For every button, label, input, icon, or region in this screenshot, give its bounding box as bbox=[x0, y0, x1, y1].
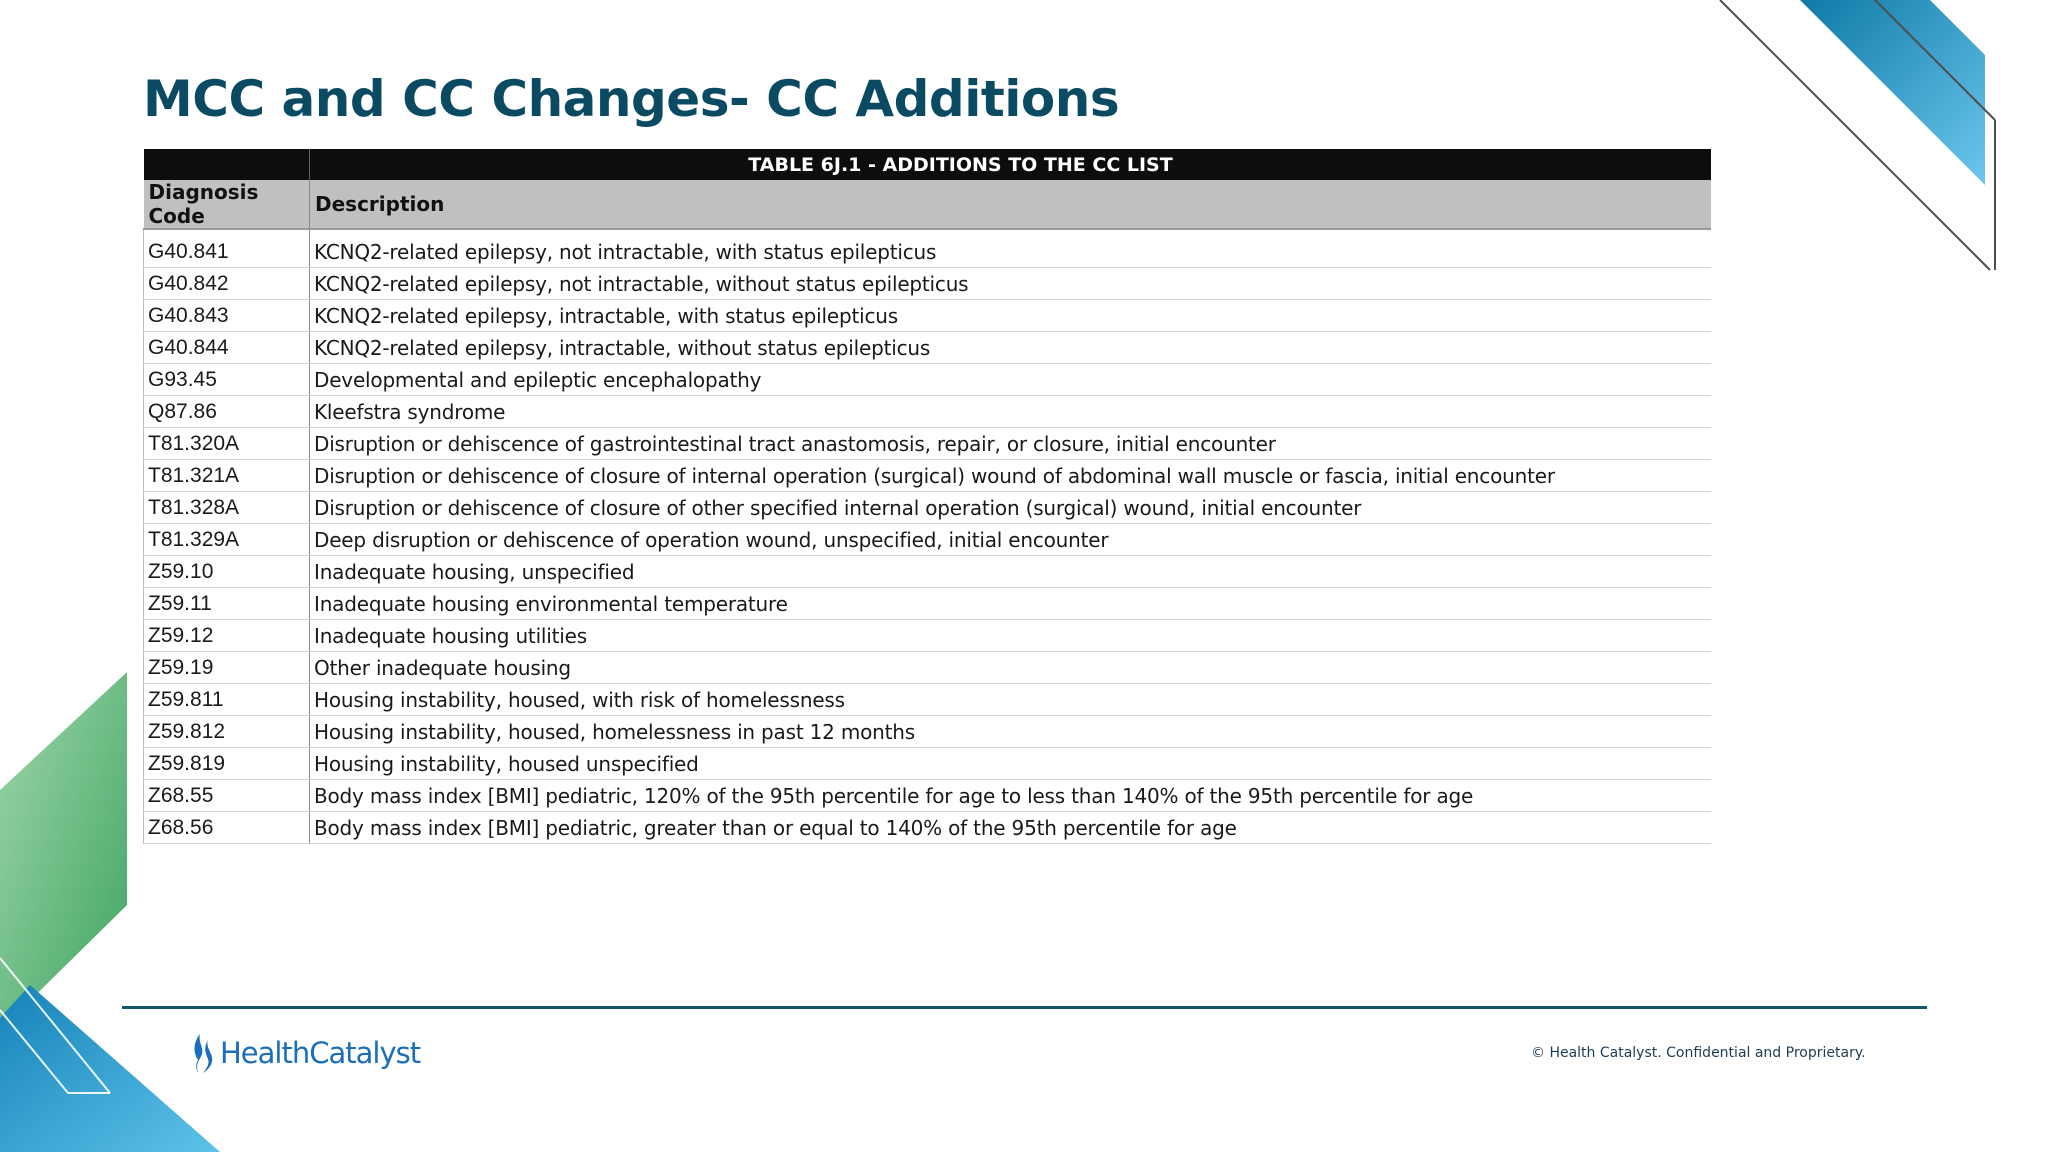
description-cell: Inadequate housing utilities bbox=[310, 620, 1712, 652]
description-cell: Deep disruption or dehiscence of operation wound, unspecified, initial encounter bbox=[310, 524, 1712, 556]
diagnosis-code-cell: G40.841 bbox=[144, 236, 310, 268]
diagnosis-code-cell: Z68.55 bbox=[144, 780, 310, 812]
diagnosis-code-cell: G40.842 bbox=[144, 268, 310, 300]
table-row bbox=[144, 748, 1712, 780]
description-cell: Disruption or dehiscence of gastrointestinal tract anastomosis, repair, or closure, initial encounter bbox=[310, 428, 1712, 460]
table-row bbox=[144, 812, 1712, 844]
table-row bbox=[144, 652, 1712, 684]
table-row bbox=[144, 620, 1712, 652]
logo-text: HealthCatalyst bbox=[220, 1036, 421, 1070]
cc-additions-table bbox=[143, 149, 1711, 844]
diagnosis-code-cell: G93.45 bbox=[144, 364, 310, 396]
banner-empty-cell bbox=[144, 149, 310, 180]
description-cell: Kleefstra syndrome bbox=[310, 396, 1712, 428]
table-row bbox=[144, 300, 1712, 332]
header-description: Description bbox=[310, 180, 1712, 229]
diagnosis-code-cell: T81.329A bbox=[144, 524, 310, 556]
spacer-cell bbox=[144, 229, 310, 236]
diagnosis-code-cell: Z59.811 bbox=[144, 684, 310, 716]
diagnosis-code-cell: Z59.812 bbox=[144, 716, 310, 748]
description-cell: Housing instability, housed unspecified bbox=[310, 748, 1712, 780]
header-diagnosis-code: Diagnosis Code bbox=[144, 180, 310, 229]
diagnosis-code-cell: Z59.819 bbox=[144, 748, 310, 780]
table-row bbox=[144, 460, 1712, 492]
table-row bbox=[144, 364, 1712, 396]
health-catalyst-logo bbox=[190, 1030, 420, 1076]
description-cell: KCNQ2-related epilepsy, intractable, with status epilepticus bbox=[310, 300, 1712, 332]
description-cell: KCNQ2-related epilepsy, not intractable, without status epilepticus bbox=[310, 268, 1712, 300]
diagnosis-code-cell: G40.844 bbox=[144, 332, 310, 364]
diagnosis-code-cell: Z59.11 bbox=[144, 588, 310, 620]
table-row bbox=[144, 684, 1712, 716]
table-row bbox=[144, 428, 1712, 460]
description-cell: Body mass index [BMI] pediatric, greater than or equal to 140% of the 95th percentile for age bbox=[310, 812, 1712, 844]
copyright-notice: © Health Catalyst. Confidential and Proprietary. bbox=[1531, 1045, 1866, 1061]
table-row bbox=[144, 492, 1712, 524]
description-cell: KCNQ2-related epilepsy, intractable, without status epilepticus bbox=[310, 332, 1712, 364]
diagnosis-code-cell: Z59.10 bbox=[144, 556, 310, 588]
table-row bbox=[144, 332, 1712, 364]
table-row bbox=[144, 588, 1712, 620]
table-row bbox=[144, 716, 1712, 748]
diagnosis-code-cell: T81.320A bbox=[144, 428, 310, 460]
description-cell: KCNQ2-related epilepsy, not intractable, with status epilepticus bbox=[310, 236, 1712, 268]
description-cell: Housing instability, housed, with risk of homelessness bbox=[310, 684, 1712, 716]
diagnosis-code-cell: Q87.86 bbox=[144, 396, 310, 428]
diagnosis-code-cell: Z68.56 bbox=[144, 812, 310, 844]
cc-additions-table-container bbox=[143, 149, 1711, 844]
description-cell: Developmental and epileptic encephalopathy bbox=[310, 364, 1712, 396]
description-cell: Inadequate housing environmental temperature bbox=[310, 588, 1712, 620]
description-cell: Body mass index [BMI] pediatric, 120% of the 95th percentile for age to less than 140% of the 95th percentile for age bbox=[310, 780, 1712, 812]
table-row bbox=[144, 396, 1712, 428]
diagnosis-code-cell: T81.321A bbox=[144, 460, 310, 492]
table-row bbox=[144, 780, 1712, 812]
description-cell: Other inadequate housing bbox=[310, 652, 1712, 684]
footer-divider bbox=[122, 1006, 1927, 1009]
flame-logo-icon bbox=[190, 1032, 216, 1074]
top-right-stripes bbox=[1720, 0, 1995, 270]
diagnosis-code-cell: Z59.19 bbox=[144, 652, 310, 684]
description-cell: Housing instability, housed, homelessness in past 12 months bbox=[310, 716, 1712, 748]
slide-title: MCC and CC Changes- CC Additions bbox=[143, 70, 1120, 128]
table-row bbox=[144, 268, 1712, 300]
table-banner-row bbox=[144, 149, 1712, 180]
table-banner: TABLE 6J.1 - ADDITIONS TO THE CC LIST bbox=[310, 149, 1712, 180]
table-spacer-row bbox=[144, 229, 1712, 236]
table-header-row bbox=[144, 180, 1712, 229]
diagnosis-code-cell: Z59.12 bbox=[144, 620, 310, 652]
table-row bbox=[144, 524, 1712, 556]
description-cell: Disruption or dehiscence of closure of internal operation (surgical) wound of abdominal wall muscle or fascia, initial encounter bbox=[310, 460, 1712, 492]
table-body bbox=[144, 236, 1712, 844]
spacer-cell bbox=[310, 229, 1712, 236]
table-row bbox=[144, 236, 1712, 268]
diagnosis-code-cell: G40.843 bbox=[144, 300, 310, 332]
table-row bbox=[144, 556, 1712, 588]
description-cell: Inadequate housing, unspecified bbox=[310, 556, 1712, 588]
description-cell: Disruption or dehiscence of closure of other specified internal operation (surgical) wound, initial encounter bbox=[310, 492, 1712, 524]
diagnosis-code-cell: T81.328A bbox=[144, 492, 310, 524]
